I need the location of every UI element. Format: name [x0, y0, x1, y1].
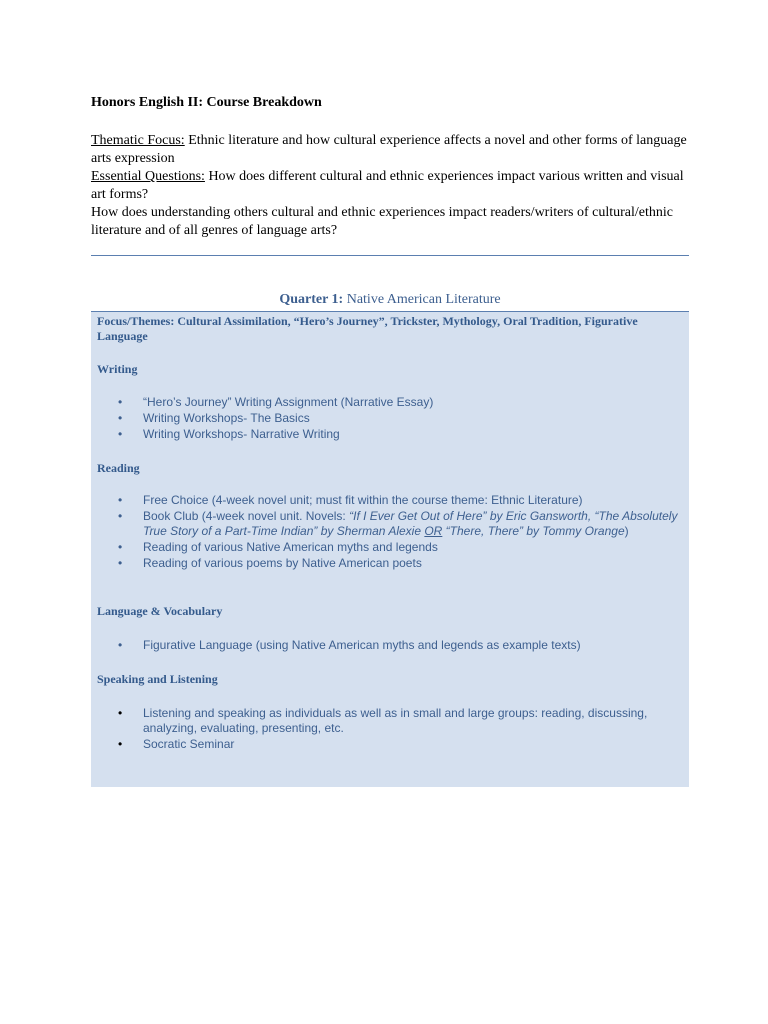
list-item: • Writing Workshops- The Basics — [118, 411, 310, 425]
quarter-heading — [91, 292, 689, 308]
thematic-focus-label: Thematic Focus: — [91, 133, 185, 148]
list-item-book-club: • Book Club (4-week novel unit. Novels: “If I Ever Get Out of Here” by Eric Gansworth, “The Absolutely True Story of a Part-Time Indian” by Sherman Alexie OR “There, There” by Tommy Orange) — [118, 509, 678, 538]
list-item: • Figurative Language (using Native American myths and legends as example texts) — [118, 638, 581, 652]
essential-questions — [91, 168, 691, 204]
speaking-list — [118, 706, 678, 753]
reading-heading: Reading — [97, 461, 140, 475]
quarter-name: Native American Literature — [343, 292, 501, 307]
thematic-focus-text: Ethnic literature and how cultural experience affects a novel and other forms of language arts expression — [91, 133, 687, 166]
list-item: • Free Choice (4-week novel unit; must fit within the course theme: Ethnic Literature) — [118, 493, 583, 507]
divider-line — [91, 255, 689, 256]
bullet-icon: • — [118, 540, 123, 554]
bullet-icon: • — [118, 556, 123, 570]
essential-questions-label: Essential Questions: — [91, 169, 205, 184]
essential-question-1: How does different cultural and ethnic experiences impact various written and visual art forms? — [91, 169, 684, 202]
language-list — [118, 638, 678, 654]
bullet-icon: • — [118, 395, 123, 409]
speaking-heading: Speaking and Listening — [97, 672, 218, 686]
bullet-icon: • — [118, 427, 123, 441]
bullet-icon: • — [118, 706, 123, 720]
reading-list — [118, 493, 678, 572]
focus-themes: Focus/Themes: Cultural Assimilation, “Hero’s Journey”, Trickster, Mythology, Oral Tradition, Figurative Language — [97, 314, 638, 343]
list-item: • Socratic Seminar — [118, 737, 235, 751]
list-item: • “Hero’s Journey” Writing Assignment (Narrative Essay) — [118, 395, 434, 409]
language-heading: Language & Vocabulary — [97, 604, 223, 618]
document-title: Honors English II: Course Breakdown — [91, 95, 322, 110]
quarter-panel — [91, 311, 689, 787]
writing-heading: Writing — [97, 362, 138, 376]
bullet-icon: • — [118, 638, 123, 652]
bullet-icon: • — [118, 509, 123, 523]
bullet-icon: • — [118, 411, 123, 425]
writing-list — [118, 395, 678, 443]
intro-block — [91, 132, 691, 240]
list-item: • Listening and speaking as individuals as well as in small and large groups: reading, discussing, analyzing, evaluating, presenting, etc. — [118, 706, 648, 735]
list-item: • Reading of various poems by Native American poets — [118, 556, 422, 570]
bullet-icon: • — [118, 493, 123, 507]
essential-question-2: How does understanding others cultural and ethnic experiences impact readers/writers of cultural/ethnic literature and of all genres of language arts? — [91, 205, 673, 238]
quarter-label: Quarter 1: — [279, 292, 344, 307]
thematic-focus — [91, 132, 691, 168]
bullet-icon: • — [118, 737, 123, 751]
list-item: • Reading of various Native American myths and legends — [118, 540, 438, 554]
list-item: • Writing Workshops- Narrative Writing — [118, 427, 340, 441]
